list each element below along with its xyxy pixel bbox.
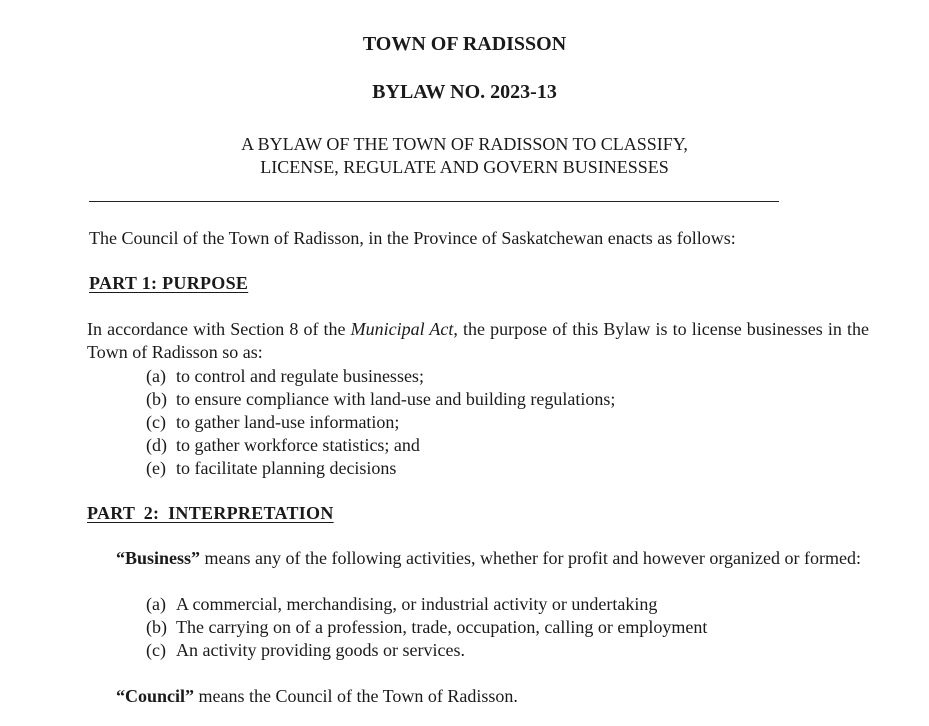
list-marker: (b): [146, 389, 167, 409]
business-definition-text: means any of the following activities, whether for profit and however organized or formed:: [200, 548, 862, 568]
purpose-intro-start: In accordance with Section 8 of the: [87, 319, 351, 339]
business-activities-list: [146, 593, 707, 662]
bylaw-subtitle: [150, 133, 779, 179]
title-divider: [89, 201, 779, 202]
document-title: TOWN OF RADISSON: [362, 33, 567, 55]
list-item-text: to control and regulate businesses;: [176, 366, 424, 386]
subtitle-line-1: A BYLAW OF THE TOWN OF RADISSON TO CLASSIFY,: [241, 134, 688, 154]
list-marker: (c): [146, 640, 166, 660]
list-item-text: to gather land-use information;: [176, 412, 400, 432]
part-2-heading: PART 2: INTERPRETATION: [87, 503, 334, 523]
list-item: [146, 457, 615, 480]
list-marker: (b): [146, 617, 167, 637]
enactment-clause: The Council of the Town of Radisson, in the Province of Saskatchewan enacts as follows:: [89, 228, 736, 248]
list-item-text: to ensure compliance with land-use and building regulations;: [176, 389, 616, 409]
list-item: [146, 411, 615, 434]
list-item: [146, 388, 615, 411]
purpose-intro-end: , the purpose of this Bylaw is to license businesses in the Town of Radisson so as:: [87, 319, 870, 362]
list-item: [146, 593, 707, 616]
list-marker: (a): [146, 594, 166, 614]
business-definition: [116, 547, 866, 570]
list-item-text: to gather workforce statistics; and: [176, 435, 420, 455]
list-item-text: The carrying on of a profession, trade, occupation, calling or employment: [176, 617, 708, 637]
list-item: [146, 434, 615, 457]
bylaw-number: BYLAW NO. 2023-13: [372, 81, 557, 103]
purpose-list: [146, 365, 615, 480]
list-item-text: to facilitate planning decisions: [176, 458, 397, 478]
council-definition: [116, 685, 866, 708]
list-marker: (a): [146, 366, 166, 386]
list-item: [146, 639, 707, 662]
business-term: “Business”: [116, 548, 201, 568]
part-1-heading: PART 1: PURPOSE: [89, 273, 249, 293]
list-marker: (c): [146, 412, 166, 432]
list-item: [146, 616, 707, 639]
list-marker: (e): [146, 458, 166, 478]
purpose-paragraph: [87, 318, 869, 364]
list-item: [146, 365, 615, 388]
list-item-text: An activity providing goods or services.: [176, 640, 465, 660]
municipal-act-reference: Municipal Act: [350, 319, 454, 339]
subtitle-line-2: LICENSE, REGULATE AND GOVERN BUSINESSES: [260, 157, 669, 177]
council-definition-text: means the Council of the Town of Radisson.: [194, 686, 518, 706]
council-term: “Council”: [116, 686, 195, 706]
list-item-text: A commercial, merchandising, or industrial activity or undertaking: [176, 594, 658, 614]
list-marker: (d): [146, 435, 167, 455]
